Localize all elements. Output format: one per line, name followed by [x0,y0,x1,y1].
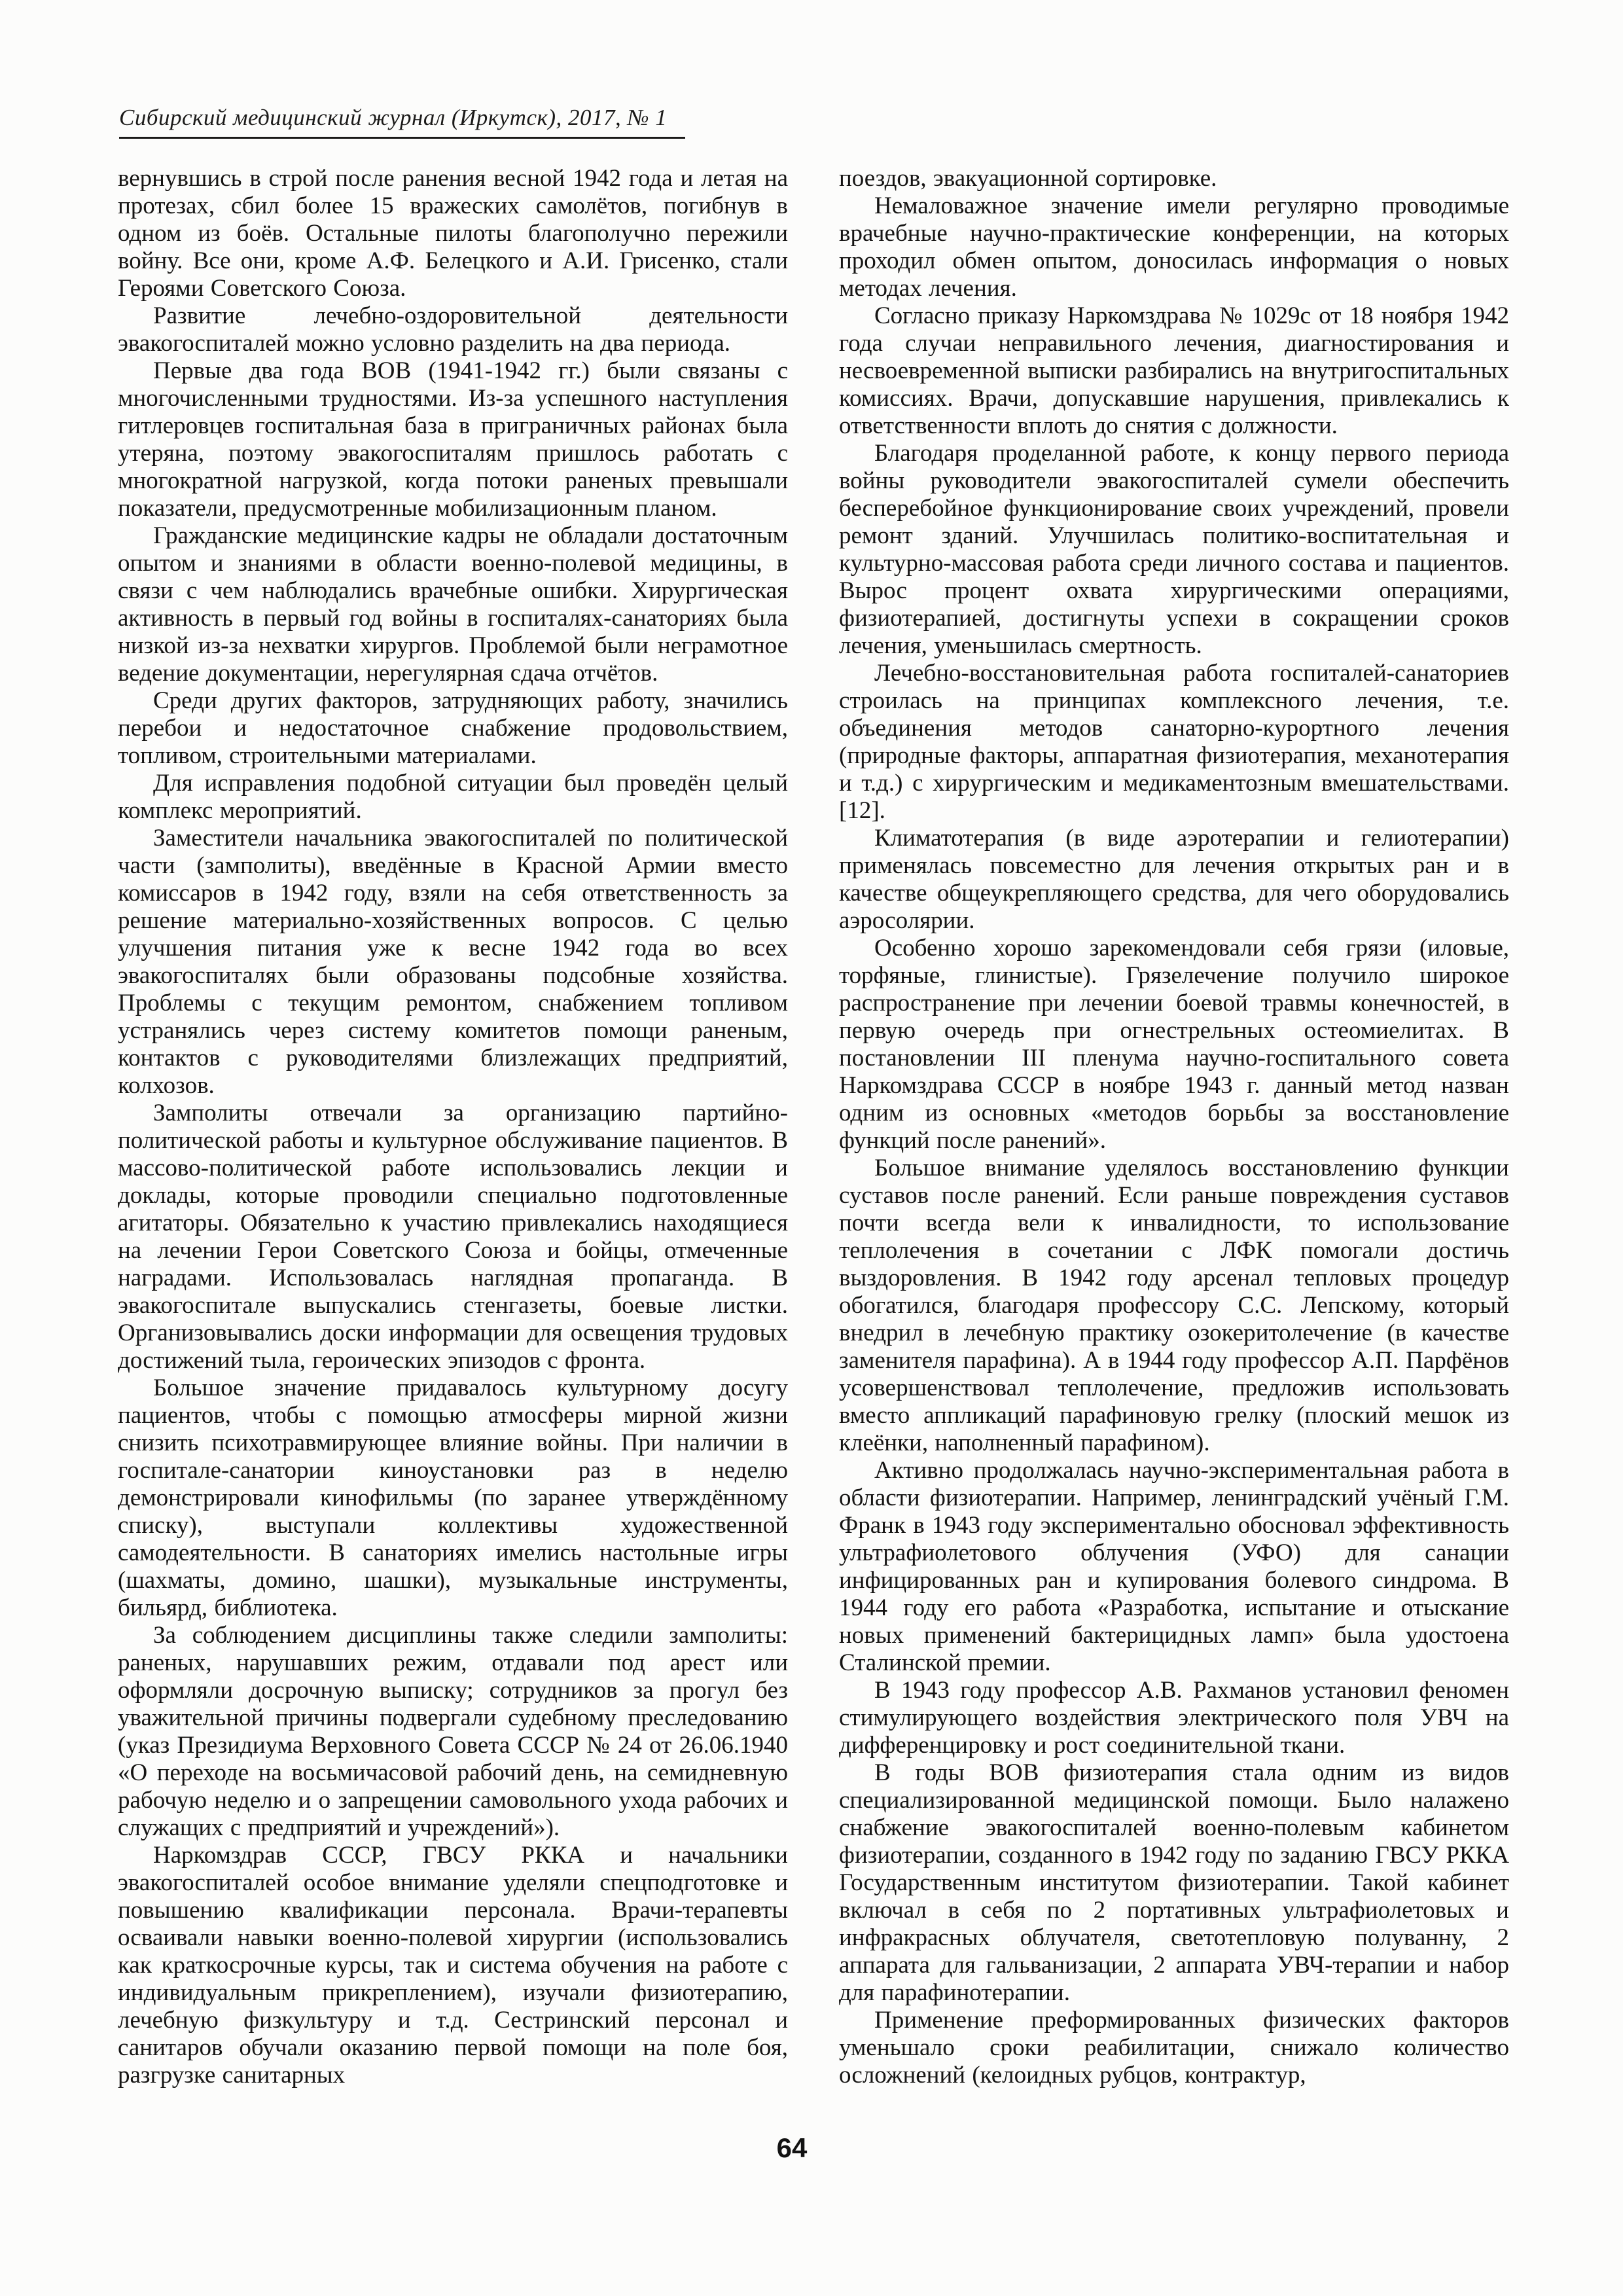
paragraph: Благодаря проделанной работе, к концу первого периода войны руководители эвакогоспиталей сумели обеспечить бесперебойное функционирование своих учреждений, провели ремонт зданий. Улучшилась политико-воспитательная и культурно-массовая работа среди личного состава и пациентов. Вырос процент охвата хирургическими операциями, физиотерапией, достигнуты успехи в сокращении сроков лечения, уменьшилась смертность. [839,440,1509,659]
paragraph: поездов, эвакуационной сортировке. [839,165,1217,192]
text-column-left [118,165,788,2089]
paragraph: В 1943 году профессор А.В. Рахманов установил феномен стимулирующего воздействия электрического поля УВЧ на дифференцировку и рост соединительной ткани. [839,1677,1509,1759]
paragraph: Большое значение придавалось культурному досугу пациентов, чтобы с помощью атмосферы мирной жизни снизить психотравмирующее влияние войны. При наличии в госпитале-санатории киноустановки раз в неделю демонстрировали кинофильмы (по заранее утверждённому списку), выступали коллективы художественной самодеятельности. В санаториях имелись настольные игры (шахматы, домино, шашки), музыкальные инструменты, бильярд, библиотека. [118,1374,788,1621]
paragraph: Немаловажное значение имели регулярно проводимые врачебные научно-практические конференции, на которых проходил обмен опытом, доносилась информация о новых методах лечения. [839,192,1509,302]
text-column-right [839,165,1509,2089]
paragraph: За соблюдением дисциплины также следили замполиты: раненых, нарушавших режим, отдавали под арест или оформляли досрочную выписку; сотрудников за прогул без уважительной причины подвергали судебному преследованию (указ Президиума Верховного Совета СССР № 24 от 26.06.1940 «О переходе на восьмичасовой рабочий день, на семидневную рабочую неделю и о запрещении самовольного ухода рабочих и служащих с предприятий и учреждений»). [118,1622,788,1841]
paragraph: Лечебно-восстановительная работа госпиталей-санаториев строилась на принципах комплексного лечения, т.е. объединения методов санаторно-курортного лечения (природные факторы, аппаратная физиотерапия, механотерапия и т.д.) с хирургическим и медикаментозным вмешательствами. [12]. [839,660,1509,824]
paragraph: Гражданские медицинские кадры не обладали достаточным опытом и знаниями в области военно-полевой медицины, в связи с чем наблюдались врачебные ошибки. Хирургическая активность в первый год войны в госпиталях-санаториях была низкой из-за нехватки хирургов. Проблемой были неграмотное ведение документации, нерегулярная сдача отчётов. [118,522,788,687]
paragraph: Развитие лечебно-оздоровительной деятельности эвакогоспиталей можно условно разделить на два периода. [118,302,788,357]
paragraph: Большое внимание уделялось восстановлению функции суставов после ранений. Если раньше повреждения суставов почти всегда вели к инвалидности, то использование теплолечения в сочетании с ЛФК помогали достичь выздоровления. В 1942 году арсенал тепловых процедур обогатился, благодаря профессору С.С. Лепскому, который внедрил в лечебную практику озокеритолечение (в качестве заменителя парафина). А в 1944 году профессор А.П. Парфёнов усовершенствовал теплолечение, предложив использовать вместо аппликаций парафиновую грелку (плоский мешок из клеёнки, наполненный парафином). [839,1155,1509,1456]
paragraph: Особенно хорошо зарекомендовали себя грязи (иловые, торфяные, глинистые). Грязелечение получило широкое распространение при лечении боевой травмы конечностей, в первую очередь при огнестрельных остеомиелитах. В постановлении III пленума научно-госпитального совета Наркомздрава СССР в ноябре 1943 г. данный метод назван одним из основных «методов борьбы за восстановление функций после ранений». [839,935,1509,1154]
paragraph: Первые два года ВОВ (1941-1942 гг.) были связаны с многочисленными трудностями. Из-за успешного наступления гитлеровцев госпитальная база в приграничных районах была утеряна, поэтому эвакогоспиталям пришлось работать с многократной нагрузкой, когда потоки раненых превышали показатели, предусмотренные мобилизационным планом. [118,357,788,522]
paragraph: Заместители начальника эвакогоспиталей по политической части (замполиты), введённые в Красной Армии вместо комиссаров в 1942 году, взяли на себя ответственность за решение материально-хозяйственных вопросов. С целью улучшения питания уже к весне 1942 года во всех эвакогоспиталях были образованы подсобные хозяйства. Проблемы с текущим ремонтом, снабжением топливом устранялись через систему комитетов помощи раненым, контактов с руководителями близлежащих предприятий, колхозов. [118,825,788,1099]
paragraph: Климатотерапия (в виде аэротерапии и гелиотерапии) применялась повсеместно для лечения открытых ран и в качестве общеукрепляющего средства, для чего оборудовались аэросолярии. [839,825,1509,934]
paragraph: В годы ВОВ физиотерапия стала одним из видов специализированной медицинской помощи. Было налажено снабжение эвакогоспиталей военно-полевым кабинетом физиотерапии, созданного в 1942 году по заданию ГВСУ РККА Государственным институтом физиотерапии. Такой кабинет включал в себя по 2 портативных ультрафиолетовых и инфракрасных облучателя, светотепловую полуванну, 2 аппарата для гальванизации, 2 аппарата УВЧ-терапии и набор для парафинотерапии. [839,1759,1509,2006]
paragraph: Для исправления подобной ситуации был проведён целый комплекс мероприятий. [118,770,788,824]
paragraph: вернувшись в строй после ранения весной 1942 года и летая на протезах, сбил более 15 вражеских самолётов, погибнув в одном из боёв. Остальные пилоты благополучно пережили войну. Все они, кроме А.Ф. Белецкого и А.И. Грисенко, стали Героями Советского Союза. [118,165,788,302]
paragraph: Активно продолжалась научно-экспериментальная работа в области физиотерапии. Например, ленинградский учёный Г.М. Франк в 1943 году экспериментально обосновал эффективность ультрафиолетового облучения (УФО) для санации инфицированных ран и купирования болевого синдрома. В 1944 году его работа «Разработка, испытание и отыскание новых применений бактерицидных ламп» была удостоена Сталинской премии. [839,1457,1509,1676]
page-number: 64 [776,2132,808,2163]
running-header: Сибирский медицинский журнал (Иркутск), 2017, № 1 [119,105,685,139]
paragraph: Наркомздрав СССР, ГВСУ РККА и начальники эвакогоспиталей особое внимание уделяли спецподготовке и повышению квалификации персонала. Врачи-терапевты осваивали навыки военно-полевой хирургии (использовались как краткосрочные курсы, так и система обучения на работе с индивидуальным прикреплением), изучали физиотерапию, лечебную физкультуру и т.д. Сестринский персонал и санитаров обучали оказанию первой помощи на поле боя, разгрузке санитарных [118,1842,788,2089]
paragraph: Среди других факторов, затрудняющих работу, значились перебои и недостаточное снабжение продовольствием, топливом, строительными материалами. [118,687,788,769]
paragraph: Применение преформированных физических факторов уменьшало сроки реабилитации, снижало количество осложнений (келоидных рубцов, контрактур, [839,2007,1509,2089]
paragraph: Замполиты отвечали за организацию партийно-политической работы и культурное обслуживание пациентов. В массово-политической работе использовались лекции и доклады, которые проводили специально подготовленные агитаторы. Обязательно к участию привлекались находящиеся на лечении Герои Советского Союза и бойцы, отмеченные наградами. Использовалась наглядная пропаганда. В эвакогоспитале выпускались стенгазеты, боевые листки. Организовывались доски информации для освещения трудовых достижений тыла, героических эпизодов с фронта. [118,1100,788,1374]
paragraph: Согласно приказу Наркомздрава № 1029с от 18 ноября 1942 года случаи неправильного лечения, диагностирования и несвоевременной выписки разбирались на внутригоспитальных комиссиях. Врачи, допускавшие нарушения, привлекались к ответственности вплоть до снятия с должности. [839,302,1509,439]
